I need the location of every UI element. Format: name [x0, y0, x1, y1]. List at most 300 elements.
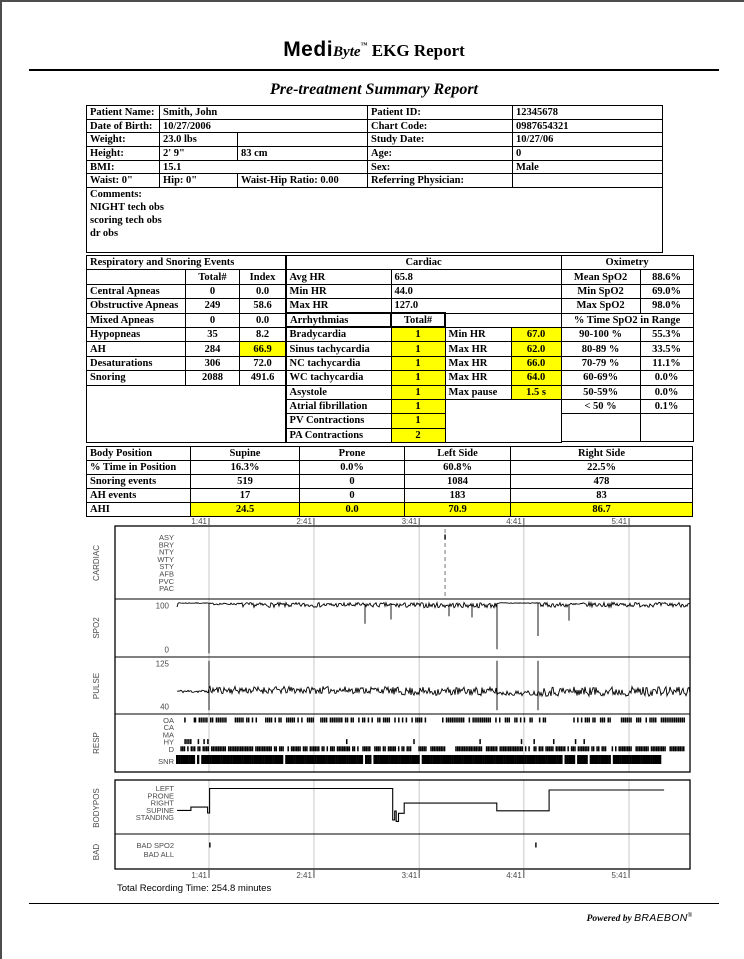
event-tick — [649, 718, 651, 723]
cardiac-stat-label: Avg HR — [286, 270, 391, 284]
event-tick — [573, 718, 575, 723]
snr-bar-segment — [495, 755, 497, 764]
body-position-header: Prone — [300, 447, 405, 461]
event-tick — [528, 746, 530, 751]
resp-row-label: AH — [87, 342, 186, 356]
event-tick — [640, 718, 642, 723]
event-tick — [208, 746, 210, 751]
event-tick — [493, 746, 495, 751]
snr-bar-segment — [208, 755, 210, 764]
oximetry-table — [561, 255, 694, 442]
snr-bar-segment — [510, 755, 512, 764]
snr-bar-segment — [178, 755, 180, 764]
event-tick — [495, 718, 497, 723]
snr-bar-segment — [266, 755, 268, 764]
snr-bar-segment — [518, 755, 520, 764]
cardiac-row-label: PVC — [158, 576, 174, 586]
event-tick — [658, 746, 660, 751]
event-tick — [297, 718, 299, 723]
snr-bar-segment — [184, 755, 186, 764]
event-tick — [262, 746, 264, 751]
footer-brand: BRAEBON — [634, 912, 688, 924]
event-tick — [629, 746, 631, 751]
event-tick — [316, 746, 318, 751]
arrhythmia-total: 1 — [391, 385, 445, 399]
snr-bar-segment — [539, 755, 541, 764]
event-tick — [469, 746, 471, 751]
panel-side-label-spo2: SPO2 — [92, 617, 101, 639]
snr-bar-segment — [439, 755, 441, 764]
event-tick — [683, 746, 685, 751]
event-tick — [235, 746, 237, 751]
snr-bar-segment — [273, 755, 275, 764]
event-tick — [326, 718, 328, 723]
event-tick — [561, 746, 563, 751]
resp-row-total: 306 — [186, 356, 240, 370]
event-tick — [198, 739, 200, 744]
snr-bar-segment — [491, 755, 493, 764]
resp-row — [87, 299, 286, 313]
snr-bar-segment — [260, 755, 262, 764]
arrhythmia-row-filler — [445, 428, 561, 442]
body-position-value: 0.0% — [300, 461, 405, 475]
resp-row-label: MA — [162, 730, 174, 740]
event-tick — [235, 718, 237, 723]
comment-line: scoring tech obs — [90, 215, 162, 227]
event-tick — [242, 746, 244, 751]
event-tick — [315, 746, 317, 751]
event-tick — [340, 746, 342, 751]
snr-bar-segment — [334, 755, 336, 764]
snr-bar-segment — [602, 755, 604, 764]
event-tick — [645, 718, 647, 723]
event-tick — [638, 718, 640, 723]
event-tick — [294, 718, 296, 723]
event-tick — [432, 746, 434, 751]
snr-bar-segment — [418, 755, 420, 764]
resp-row-index: 0.0 — [240, 284, 286, 298]
arrhythmia-sub-label: Max pause — [445, 385, 511, 399]
weight-value: 23.0 lbs — [160, 133, 238, 147]
event-tick — [516, 746, 518, 751]
snr-bar-segment — [294, 755, 296, 764]
event-tick — [330, 718, 332, 723]
event-tick — [199, 746, 201, 751]
event-tick — [467, 746, 469, 751]
snr-bar-segment — [432, 755, 434, 764]
event-tick — [203, 739, 205, 744]
event-tick — [352, 718, 354, 723]
snr-bar-segment — [619, 755, 621, 764]
comment-line: NIGHT tech obs — [90, 202, 164, 214]
event-tick — [233, 746, 235, 751]
event-tick — [378, 746, 380, 751]
event-tick — [533, 739, 535, 744]
event-tick — [539, 746, 541, 751]
event-tick — [453, 718, 455, 723]
event-tick — [522, 746, 524, 751]
snr-bar-segment — [571, 755, 573, 764]
cardiac-row-label: WTY — [157, 554, 174, 564]
snr-bar-segment — [357, 755, 359, 764]
event-tick — [488, 718, 490, 723]
event-tick — [214, 746, 216, 751]
event-tick — [394, 718, 396, 723]
event-tick — [191, 746, 193, 751]
event-tick — [479, 746, 481, 751]
event-tick — [388, 746, 390, 751]
event-tick — [200, 718, 202, 723]
event-tick — [499, 746, 501, 751]
snr-bar-segment — [556, 755, 558, 764]
event-tick — [184, 718, 186, 723]
event-tick — [505, 718, 507, 723]
event-tick — [486, 718, 488, 723]
event-tick — [231, 746, 233, 751]
event-tick — [271, 718, 273, 723]
snr-bar-segment — [176, 755, 178, 764]
snr-bar-segment — [634, 755, 636, 764]
comment-line: dr obs — [90, 228, 119, 240]
cardiac-row-label: STY — [159, 562, 174, 572]
snr-bar-segment — [308, 755, 310, 764]
event-tick — [194, 746, 196, 751]
event-tick — [484, 718, 486, 723]
event-tick — [545, 718, 547, 723]
snr-bar-segment — [205, 755, 207, 764]
snr-bar-segment — [558, 755, 560, 764]
cardiac-row-label: AFB — [159, 569, 174, 579]
brand-byte-text: Byte — [333, 44, 361, 60]
event-tick — [265, 718, 267, 723]
spo2-axis-max: 100 — [155, 601, 169, 611]
event-tick — [452, 718, 454, 723]
event-tick — [600, 718, 602, 723]
event-tick — [202, 718, 204, 723]
event-tick — [389, 718, 391, 723]
event-tick — [383, 718, 385, 723]
event-tick — [620, 746, 622, 751]
event-tick — [321, 746, 323, 751]
event-tick — [605, 746, 607, 751]
event-tick — [259, 746, 261, 751]
event-tick — [230, 746, 232, 751]
event-tick — [246, 718, 248, 723]
body-position-value: 478 — [511, 475, 693, 489]
event-tick — [457, 718, 459, 723]
event-tick — [509, 718, 511, 723]
snr-bar-segment — [361, 755, 363, 764]
spo2-axis-min: 0 — [164, 645, 169, 655]
event-tick — [659, 746, 661, 751]
oximetry-stat-row — [561, 299, 693, 313]
event-tick — [455, 718, 457, 723]
snr-bar-segment — [586, 755, 588, 764]
event-tick — [476, 746, 478, 751]
event-tick — [403, 746, 405, 751]
event-tick — [683, 718, 685, 723]
event-tick — [604, 718, 606, 723]
event-tick — [442, 718, 444, 723]
snr-bar-segment — [329, 755, 331, 764]
event-tick — [459, 746, 461, 751]
resp-row-index: 491.6 — [240, 371, 286, 385]
resp-filler-row — [87, 385, 286, 442]
event-tick — [327, 746, 329, 751]
event-tick — [474, 718, 476, 723]
snr-bar-segment — [422, 755, 424, 764]
event-tick — [344, 746, 346, 751]
event-tick — [448, 718, 450, 723]
arrhythmia-label: PV Contractions — [286, 414, 391, 428]
resp-row-index: 66.9 — [240, 342, 286, 356]
cardiac-row-label: BRY — [158, 540, 174, 550]
patient-name-value: Smith, John — [160, 106, 368, 120]
oximetry-stat-row — [561, 270, 693, 284]
event-tick — [587, 718, 589, 723]
oximetry-stat-value: 69.0% — [640, 284, 693, 298]
snr-bar-segment — [210, 755, 212, 764]
event-tick — [581, 718, 583, 723]
event-tick — [199, 718, 201, 723]
event-tick — [615, 746, 617, 751]
snr-bar-segment — [233, 755, 235, 764]
event-tick — [491, 746, 493, 751]
event-tick — [513, 746, 515, 751]
event-tick — [256, 718, 257, 723]
event-tick — [651, 718, 653, 723]
arrhythmia-row-filler — [445, 414, 561, 428]
snr-bar-segment — [441, 755, 443, 764]
event-tick — [642, 746, 644, 751]
snr-bar-segment — [462, 755, 464, 764]
arrhythmia-label: WC tachycardia — [286, 371, 391, 385]
height-value: 2' 9" — [160, 147, 238, 161]
snr-bar-segment — [250, 755, 252, 764]
snr-bar-segment — [472, 755, 474, 764]
event-tick — [221, 718, 223, 723]
event-tick — [366, 746, 368, 751]
event-tick — [238, 718, 240, 723]
resp-row-total: 284 — [186, 342, 240, 356]
event-tick — [450, 718, 452, 723]
waist-cell: Waist: 0" — [87, 174, 160, 188]
study-date-value: 10/27/06 — [513, 133, 663, 147]
event-tick — [221, 746, 223, 751]
snr-bar-segment — [567, 755, 569, 764]
event-tick — [476, 718, 478, 723]
event-tick — [278, 718, 280, 723]
event-tick — [362, 746, 364, 751]
snr-bar-segment — [434, 755, 436, 764]
spo2-range-row — [561, 385, 693, 399]
snr-bar-segment — [237, 755, 239, 764]
snr-bar-segment — [466, 755, 468, 764]
event-tick — [306, 746, 308, 751]
time-label-bottom: 1:41 — [191, 871, 208, 880]
age-value: 0 — [513, 147, 663, 161]
spo2-range-value: 55.3% — [640, 327, 693, 341]
event-tick — [291, 746, 293, 751]
event-tick — [472, 746, 474, 751]
event-tick — [585, 718, 587, 723]
body-position-value: 0 — [300, 489, 405, 503]
event-tick — [411, 718, 413, 723]
time-label-top: 5:41 — [611, 517, 628, 526]
event-tick — [552, 746, 554, 751]
event-tick — [593, 746, 595, 751]
event-tick — [216, 718, 218, 723]
event-tick — [207, 739, 209, 744]
event-tick — [459, 718, 461, 723]
event-tick — [681, 746, 683, 751]
event-tick — [389, 746, 391, 751]
snr-bar-segment — [243, 755, 245, 764]
spo2-range-value: 0.0% — [640, 371, 693, 385]
oximetry-stat-row — [561, 284, 693, 298]
event-tick — [609, 718, 611, 723]
event-tick — [524, 718, 526, 723]
event-tick — [330, 746, 332, 751]
event-tick — [195, 718, 197, 723]
event-tick — [311, 718, 313, 723]
event-tick — [425, 718, 427, 723]
event-tick — [323, 746, 325, 751]
snr-bar-segment — [583, 755, 585, 764]
event-tick — [420, 746, 422, 751]
event-tick — [455, 746, 457, 751]
snr-bar-segment — [481, 755, 483, 764]
event-tick — [341, 718, 343, 723]
event-tick — [535, 746, 537, 751]
snr-bar-segment — [625, 755, 627, 764]
event-tick — [653, 718, 655, 723]
resp-row-label: Snoring — [87, 371, 186, 385]
event-tick — [435, 746, 437, 751]
event-tick — [401, 746, 403, 751]
spo2-range-row — [561, 327, 693, 341]
event-tick — [542, 746, 544, 751]
event-tick — [303, 746, 305, 751]
event-tick — [384, 746, 386, 751]
event-tick — [423, 746, 425, 751]
snr-bar-segment — [277, 755, 279, 764]
event-tick — [351, 718, 353, 723]
event-tick — [623, 718, 625, 723]
event-tick — [618, 746, 620, 751]
event-tick — [651, 746, 653, 751]
snr-bar-segment — [386, 755, 388, 764]
snr-bar-segment — [355, 755, 357, 764]
spo2-range-title: % Time SpO2 in Range — [561, 313, 693, 327]
snr-bar-segment — [254, 755, 256, 764]
event-tick — [287, 746, 289, 751]
event-tick — [213, 746, 215, 751]
snr-bar-segment — [537, 755, 539, 764]
snr-bar-segment — [245, 755, 247, 764]
event-tick — [307, 718, 309, 723]
event-tick — [264, 746, 266, 751]
event-tick — [346, 739, 348, 744]
spo2-range-label: < 50 % — [561, 399, 640, 413]
event-tick — [267, 746, 269, 751]
event-tick — [223, 718, 225, 723]
event-tick — [219, 746, 221, 751]
event-tick — [507, 718, 509, 723]
snr-bar-segment — [548, 755, 550, 764]
snr-bar-segment — [338, 755, 340, 764]
snr-bar-segment — [487, 755, 489, 764]
snr-bar-segment — [453, 755, 455, 764]
patient-name-label: Patient Name: — [87, 106, 160, 120]
event-tick — [581, 746, 583, 751]
event-tick — [219, 718, 221, 723]
snr-bar-segment — [516, 755, 518, 764]
event-tick — [338, 746, 340, 751]
snr-bar-segment — [182, 755, 184, 764]
event-tick — [434, 746, 436, 751]
event-tick — [252, 746, 254, 751]
summary-tables — [86, 255, 694, 443]
snr-bar-segment — [340, 755, 342, 764]
event-tick — [520, 718, 522, 723]
snr-bar-segment — [411, 755, 413, 764]
body-position-value: 60.8% — [405, 461, 511, 475]
event-tick — [547, 746, 549, 751]
event-tick — [627, 746, 629, 751]
event-tick — [206, 746, 208, 751]
arrhythmia-sub-value: 64.0 — [511, 371, 561, 385]
snr-bar-segment — [600, 755, 602, 764]
event-tick — [601, 746, 603, 751]
event-tick — [301, 718, 303, 723]
oximetry-stat-label: Max SpO2 — [561, 299, 640, 313]
resp-row-index: 72.0 — [240, 356, 286, 370]
panel-side-label-resp: RESP — [92, 732, 101, 754]
event-tick — [545, 746, 547, 751]
resp-row-label: Obstructive Apneas — [87, 299, 186, 313]
event-tick — [607, 718, 609, 723]
patient-id-label: Patient ID: — [368, 106, 513, 120]
snr-bar-segment — [638, 755, 640, 764]
event-tick — [549, 746, 551, 751]
snr-bar-segment — [373, 755, 375, 764]
snr-bar-segment — [483, 755, 485, 764]
event-tick — [322, 718, 324, 723]
dob-label: Date of Birth: — [87, 119, 160, 133]
event-tick — [352, 746, 354, 751]
pulse-axis-max: 125 — [155, 659, 169, 669]
event-tick — [674, 718, 676, 723]
event-tick — [333, 718, 335, 723]
dob-value: 10/27/2006 — [160, 119, 368, 133]
event-tick — [571, 746, 573, 751]
snr-bar-segment — [457, 755, 459, 764]
cardiac-section-title: Cardiac — [286, 256, 561, 270]
event-tick — [676, 746, 678, 751]
snr-bar-segment — [289, 755, 291, 764]
snr-bar-segment — [615, 755, 617, 764]
snr-bar-segment — [218, 755, 220, 764]
time-label-top: 1:41 — [191, 517, 208, 526]
arrhythmia-sub-label: Max HR — [445, 356, 511, 370]
event-tick — [248, 718, 250, 723]
event-tick — [406, 746, 408, 751]
snr-bar-segment — [197, 755, 199, 764]
snr-bar-segment — [302, 755, 304, 764]
event-tick — [293, 746, 295, 751]
trademark-symbol: ™ — [360, 41, 368, 49]
